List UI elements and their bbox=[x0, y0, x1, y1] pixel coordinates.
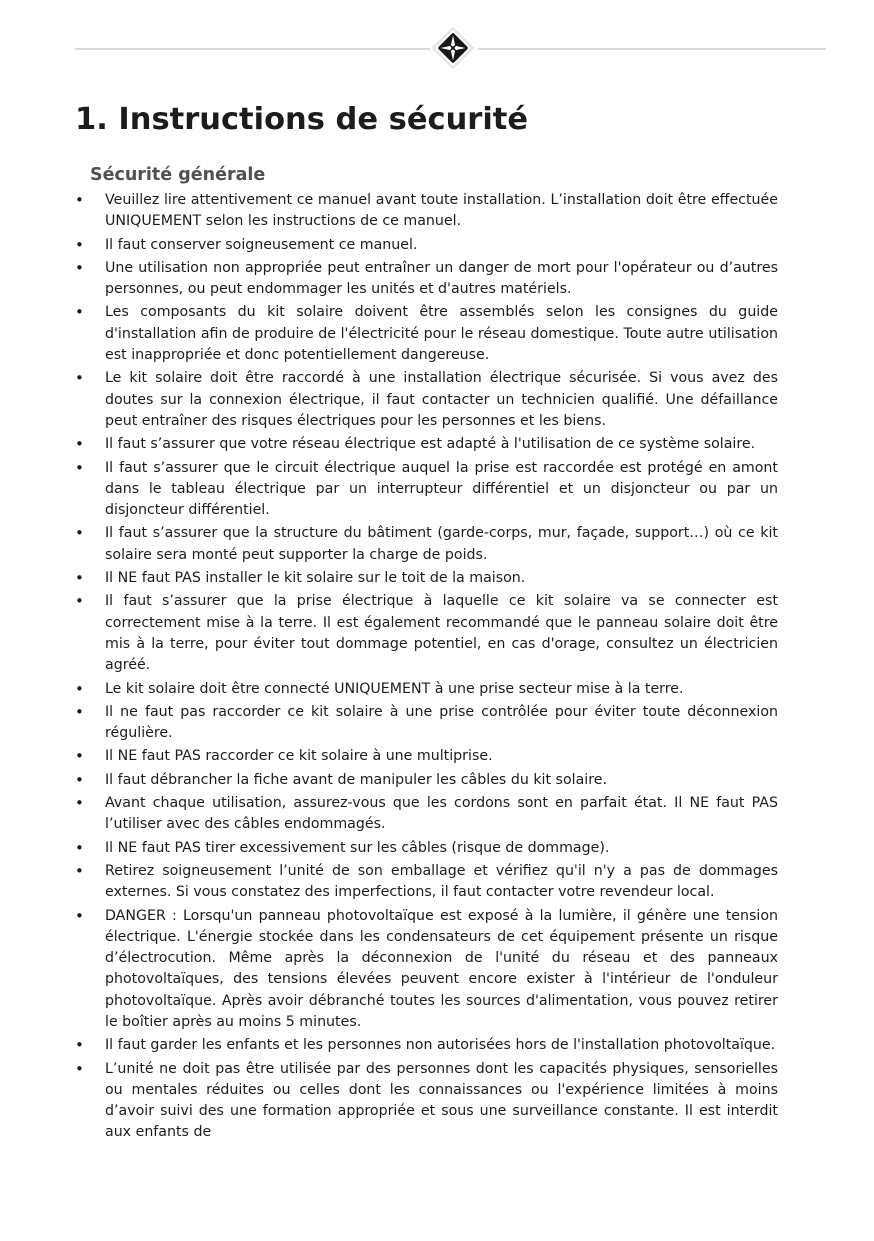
list-item: • Il faut s’assurer que la prise électrique à laquelle ce kit solaire va se connecter est correctement mise à la terre. Il est également recommandé que le panneau solaire doit être mis à la terre, pour éviter tout dommage potentiel, en cas d'orage, consultez un électricien agréé. bbox=[105, 591, 778, 676]
list-item: • Il faut s’assurer que la structure du bâtiment (garde-corps, mur, façade, support…) où ce kit solaire sera monté peut supporter la charge de poids. bbox=[105, 523, 778, 566]
list-item: • Il faut conserver soigneusement ce manuel. bbox=[105, 235, 778, 256]
list-item: • Une utilisation non appropriée peut entraîner un danger de mort pour l'opérateur ou d’autres personnes, ou peut endommager les unités et d'autres matériels. bbox=[105, 258, 778, 301]
list-item: • Il NE faut PAS raccorder ce kit solaire à une multiprise. bbox=[105, 746, 778, 767]
list-item: • Il faut s’assurer que le circuit électrique auquel la prise est raccordée est protégé en amont dans le tableau électrique par un interrupteur différentiel et un disjoncteur ou par un disjoncteur différentiel. bbox=[105, 458, 778, 522]
list-item: • Il faut garder les enfants et les personnes non autorisées hors de l'installation photovoltaïque. bbox=[105, 1035, 778, 1056]
list-item: • Retirez soigneusement l’unité de son emballage et vérifiez qu'il n'y a pas de dommages externes. Si vous constatez des imperfections, il faut contacter votre revendeur local. bbox=[105, 861, 778, 904]
diamond-star-logo-icon bbox=[429, 24, 477, 72]
list-item: • Il NE faut PAS tirer excessivement sur les câbles (risque de dommage). bbox=[105, 838, 778, 859]
safety-instructions-list bbox=[0, 190, 874, 1146]
list-item: • L’unité ne doit pas être utilisée par des personnes dont les capacités physiques, sensorielles ou mentales réduites ou celles dont les connaissances ou l'expérience limitées à moins d’avoir suivi des une formation appropriée et sous une surveillance constante. Il est interdit aux enfants de bbox=[105, 1059, 778, 1144]
section-heading: Sécurité générale bbox=[90, 165, 266, 185]
list-item: • Les composants du kit solaire doivent être assemblés selon les consignes du guide d'installation afin de produire de l'électricité pour le réseau domestique. Toute autre utilisation est inappropriée et donc potentiellement dangereuse. bbox=[105, 302, 778, 366]
list-item: • DANGER : Lorsqu'un panneau photovoltaïque est exposé à la lumière, il génère une tension électrique. L'énergie stockée dans les condensateurs de cet équipement présente un risque d’électrocution. Même après la déconnexion de l'unité du réseau et des panneaux photovoltaïques, des tensions élevées peuvent encore exister à l'intérieur de l'onduleur photovoltaïque. Après avoir débranché toutes les sources d'alimentation, vous pouvez retirer le boîtier après au moins 5 minutes. bbox=[105, 906, 778, 1034]
list-item: • Le kit solaire doit être connecté UNIQUEMENT à une prise secteur mise à la terre. bbox=[105, 679, 778, 700]
list-item: • Avant chaque utilisation, assurez-vous que les cordons sont en parfait état. Il NE faut PAS l’utiliser avec des câbles endommagés. bbox=[105, 793, 778, 836]
list-item: • Il NE faut PAS installer le kit solaire sur le toit de la maison. bbox=[105, 568, 778, 589]
header-rule-right bbox=[478, 48, 826, 50]
list-item: • Il ne faut pas raccorder ce kit solaire à une prise contrôlée pour éviter toute déconnexion régulière. bbox=[105, 702, 778, 745]
header-rule-left bbox=[75, 48, 430, 50]
page-title: 1. Instructions de sécurité bbox=[75, 102, 529, 137]
list-item: • Il faut s’assurer que votre réseau électrique est adapté à l'utilisation de ce système solaire. bbox=[105, 434, 778, 455]
list-item: • Le kit solaire doit être raccordé à une installation électrique sécurisée. Si vous avez des doutes sur la connexion électrique, il faut contacter un technicien qualifié. Une défaillance peut entraîner des risques électriques pour les personnes et les biens. bbox=[105, 368, 778, 432]
list-item: • Veuillez lire attentivement ce manuel avant toute installation. L’installation doit être effectuée UNIQUEMENT selon les instructions de ce manuel. bbox=[105, 190, 778, 233]
list-item: • Il faut débrancher la fiche avant de manipuler les câbles du kit solaire. bbox=[105, 770, 778, 791]
